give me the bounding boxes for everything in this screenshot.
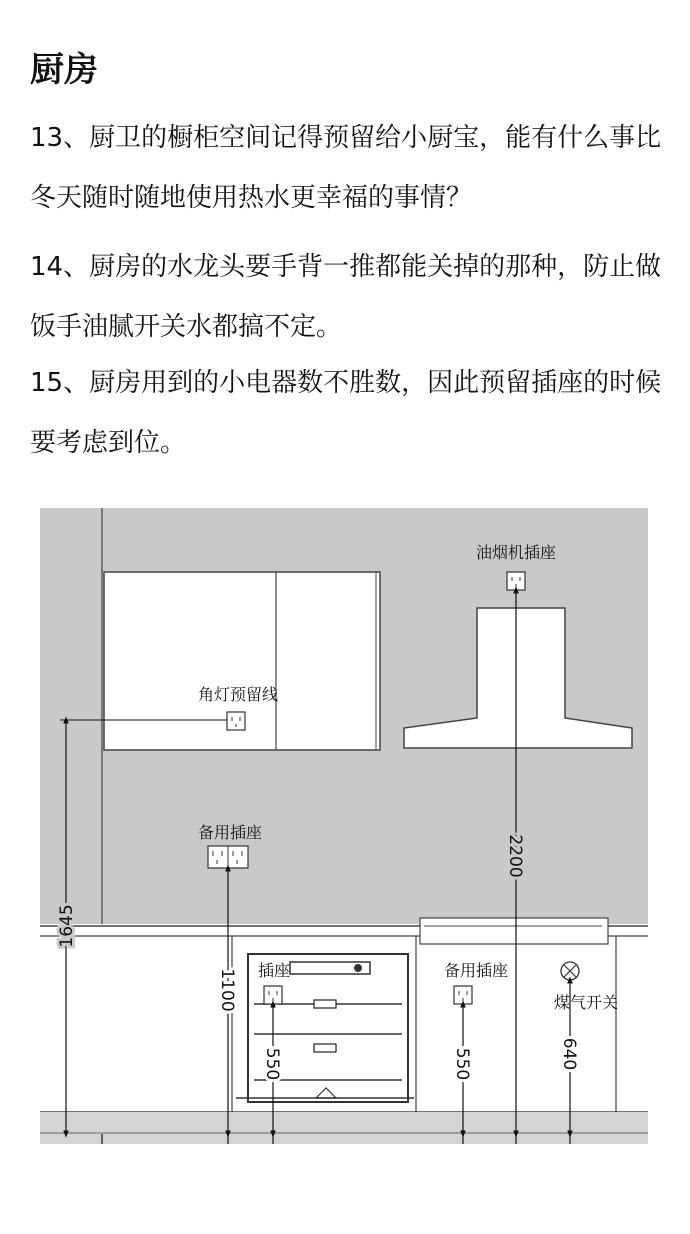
- dim-value-2200: 2200: [505, 834, 525, 878]
- label-spare-socket-wall: 备用插座: [197, 823, 263, 842]
- dim-value-550-socket: 550: [262, 1047, 282, 1081]
- tip-15: 15、厨房用到的小电器数不胜数，因此预留插座的时候要考虑到位。: [30, 368, 662, 458]
- dim-value-640: 640: [559, 1037, 579, 1071]
- label-corner-light: 角灯预留线: [197, 685, 279, 704]
- gas-valve-icon: [561, 962, 579, 980]
- hood-socket-icon: [507, 572, 525, 590]
- kitchen-socket-diagram: [40, 508, 648, 1144]
- label-gas-switch: 煤气开关: [553, 993, 619, 1012]
- tip-13: 13、厨卫的橱柜空间记得预留给小厨宝，能有什么事比冬天随时随地使用热水更幸福的事情？: [30, 123, 662, 213]
- page-title: 厨房: [30, 50, 98, 90]
- label-spare-socket-cabinet: 备用插座: [443, 961, 509, 980]
- spare-cabinet-socket-icon: [454, 986, 472, 1004]
- spare-wall-socket-icon: [208, 846, 248, 868]
- label-hood-socket: 油烟机插座: [475, 543, 557, 562]
- corner-light-socket-icon: [227, 712, 245, 730]
- dim-value-1645: 1645: [57, 904, 77, 948]
- dim-value-1100: 1100: [217, 968, 237, 1012]
- label-socket: 插座: [257, 961, 291, 980]
- dim-value-550-spare: 550: [452, 1047, 472, 1081]
- appliance-socket-icon: [264, 986, 282, 1004]
- tip-14: 14、厨房的水龙头要手背一推都能关掉的那种，防止做饭手油腻开关水都搞不定。: [30, 252, 662, 342]
